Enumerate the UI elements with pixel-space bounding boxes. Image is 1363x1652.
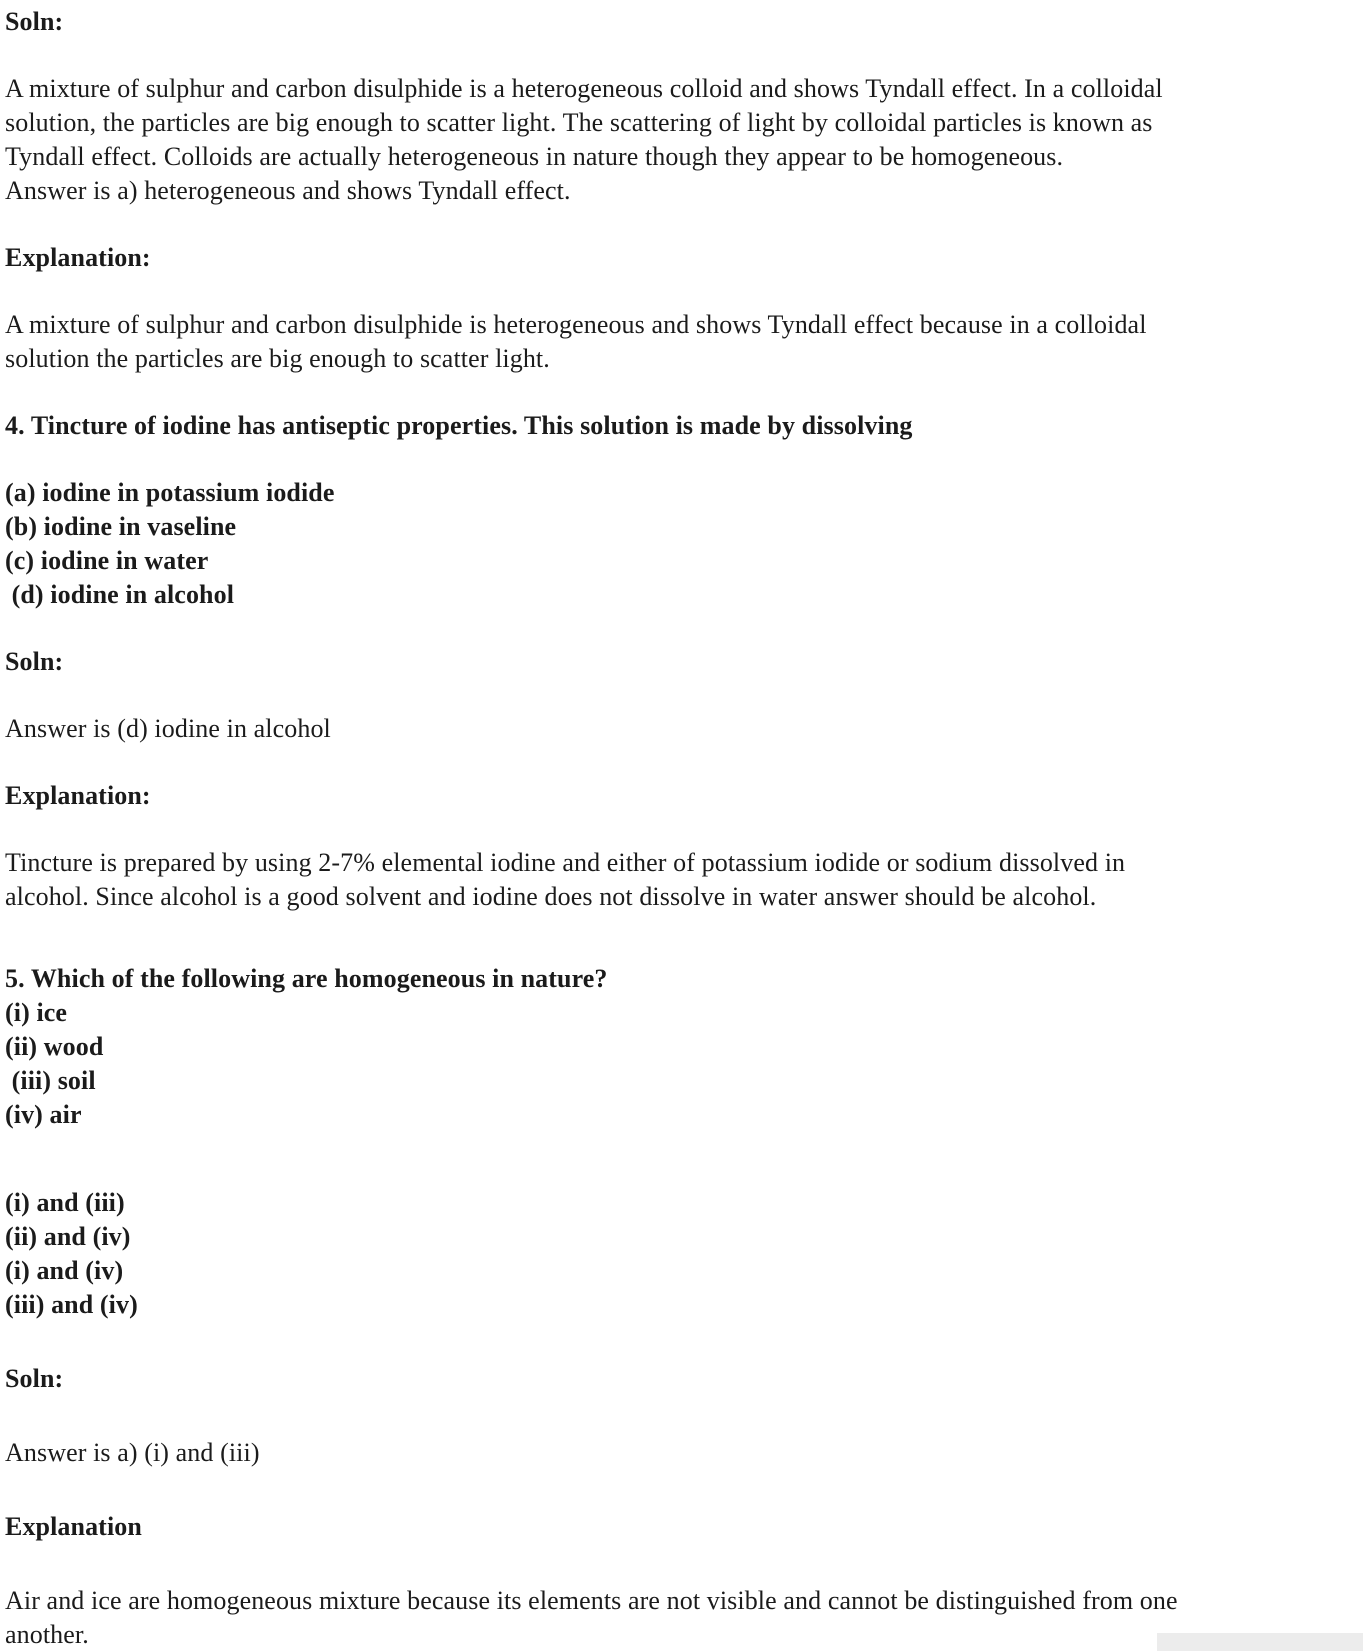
- text-line: Tincture is prepared by using 2-7% elemental iodine and either of potassium iodide or sodium dissolved in: [5, 848, 1126, 877]
- explanation-3-heading: [5, 1510, 1295, 1544]
- soln-2-heading: [5, 645, 1295, 679]
- option-i: (i) ice: [5, 998, 68, 1027]
- option-iv: (iv) air: [5, 1100, 82, 1129]
- answer-line: Answer is a) heterogeneous and shows Tyndall effect.: [5, 176, 571, 205]
- combo-b: (ii) and (iv): [5, 1222, 131, 1251]
- answer-line: Answer is a) (i) and (iii): [5, 1438, 260, 1467]
- soln-3-heading: [5, 1362, 1295, 1396]
- text-line: A mixture of sulphur and carbon disulphide is heterogeneous and shows Tyndall effect because in a colloidal: [5, 310, 1147, 339]
- scan-artifact-box: [1157, 1633, 1363, 1651]
- text-line: solution the particles are big enough to scatter light.: [5, 344, 550, 373]
- explanation-1-body: [5, 308, 1295, 376]
- heading-text: Explanation:: [5, 243, 151, 272]
- solution-1-body: [5, 72, 1295, 208]
- text-line: solution, the particles are big enough to scatter light. The scattering of light by colloidal particles is known as: [5, 108, 1153, 137]
- text-line: Air and ice are homogeneous mixture because its elements are not visible and cannot be distinguished from one: [5, 1586, 1178, 1615]
- heading-text: Soln:: [5, 1364, 64, 1393]
- option-a: (a) iodine in potassium iodide: [5, 478, 335, 507]
- explanation-2-heading: [5, 779, 1295, 813]
- soln-1-heading: [5, 5, 1295, 39]
- heading-text: Explanation:: [5, 781, 151, 810]
- explanation-3-body: [5, 1584, 1295, 1652]
- answer-line: Answer is (d) iodine in alcohol: [5, 714, 331, 743]
- option-iii: (iii) soil: [5, 1066, 96, 1095]
- answer-2: [5, 712, 1295, 746]
- question-4: [5, 409, 1295, 443]
- question-5-combos: [5, 1186, 1295, 1322]
- explanation-2-body: [5, 846, 1295, 914]
- question-text: 4. Tincture of iodine has antiseptic properties. This solution is made by dissolving: [5, 411, 913, 440]
- option-c: (c) iodine in water: [5, 546, 209, 575]
- combo-c: (i) and (iv): [5, 1256, 124, 1285]
- text-line: alcohol. Since alcohol is a good solvent and iodine does not dissolve in water answer should be alcohol.: [5, 882, 1097, 911]
- text-line: A mixture of sulphur and carbon disulphide is a heterogeneous colloid and shows Tyndall effect. In a colloidal: [5, 74, 1163, 103]
- question-4-options: [5, 476, 1295, 612]
- question-text: 5. Which of the following are homogeneous in nature?: [5, 964, 608, 993]
- option-ii: (ii) wood: [5, 1032, 104, 1061]
- answer-3: [5, 1436, 1295, 1470]
- option-b: (b) iodine in vaseline: [5, 512, 237, 541]
- explanation-1-heading: [5, 241, 1295, 275]
- text-line: another.: [5, 1620, 89, 1649]
- heading-text: Explanation: [5, 1512, 142, 1541]
- question-5: [5, 962, 1295, 1132]
- text-line: Tyndall effect. Colloids are actually heterogeneous in nature though they appear to be homogeneous.: [5, 142, 1064, 171]
- heading-text: Soln:: [5, 647, 64, 676]
- combo-d: (iii) and (iv): [5, 1290, 138, 1319]
- heading-text: Soln:: [5, 7, 64, 36]
- option-d: (d) iodine in alcohol: [5, 580, 235, 609]
- combo-a: (i) and (iii): [5, 1188, 125, 1217]
